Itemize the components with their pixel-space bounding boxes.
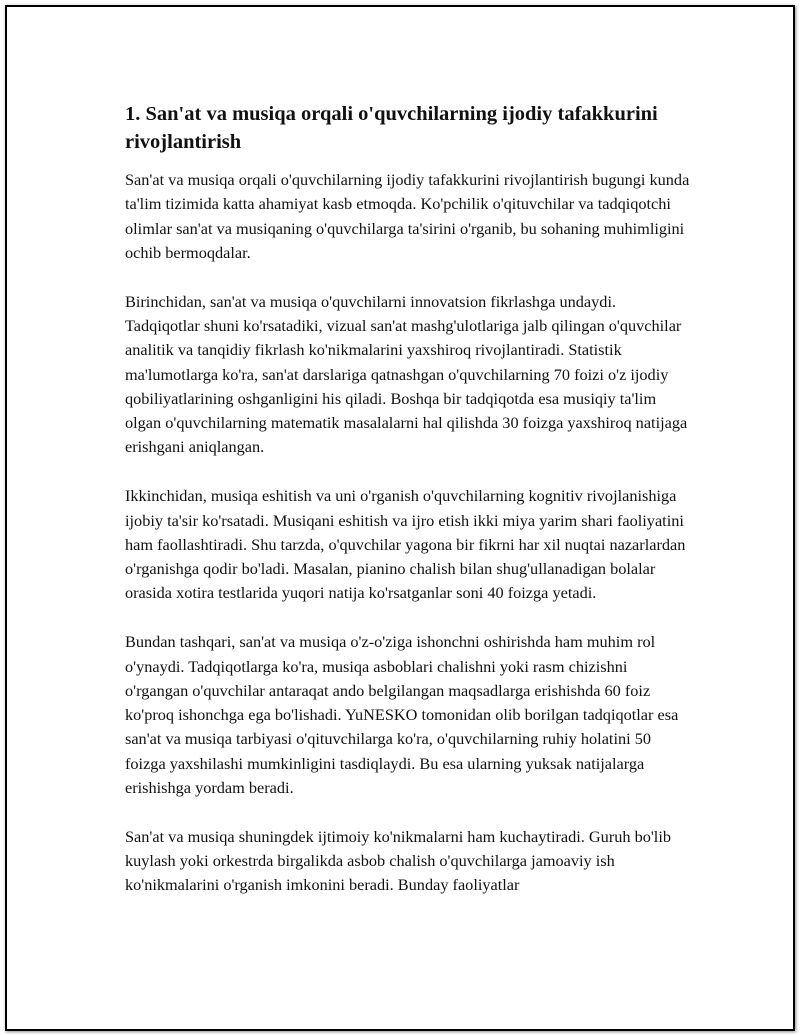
paragraph-3: Ikkinchidan, musiqa eshitish va uni o'rganish o'quvchilarning kognitiv rivojlanishiga ijobiy ta'sir ko'rsatadi. Musiqani eshitish va ijro etish ikki miya yarim shari faoliyatini ham faollashtiradi. Shu tarzda, o'quvchilar yagona bir fikrni har xil nuqtai nazarlardan o'rganishga qodir bo'ladi. Masalan, pianino chalish bilan shug'ullanadigan bolalar orasida xotira testlarida yuqori natija ko'rsatganlar soni 40 foizga yetadi. [125, 486, 686, 603]
paragraph-2: Birinchidan, san'at va musiqa o'quvchilarni innovatsion fikrlashga undaydi. Tadqiqotlar shuni ko'rsatadiki, vizual san'at mashg'ulotlariga jalb qilingan o'quvchilar analitik va tanqidiy fikrlash ko'nikmalarini yaxshiroq rivojlantiradi. Statistik ma'lumotlarga ko'ra, san'at darslariga qatnashgan o'quvchilarning 70 foizi o'z ijodiy qobiliyatlarining oshganligini his qiladi. Boshqa bir tadqiqotda esa musiqiy ta'lim olgan o'quvchilarning matematik masalalarni hal qilishda 30 foizga yaxshiroq natijaga erishgani aniqlangan. [125, 291, 688, 457]
paragraph-5: San'at va musiqa shuningdek ijtimoiy ko'nikmalarni ham kuchaytiradi. Guruh bo'lib kuylash yoki orkestrda birgalikda asbob chalish o'quvchilarga jamoaviy ish ko'nikmalarini o'rganish imkonini beradi. Bunday faoliyatlar [125, 826, 671, 895]
paragraph-1: San'at va musiqa orqali o'quvchilarning ijodiy tafakkurini rivojlantirish bugungi kunda ta'lim tizimida katta ahamiyat kasb etmoqda. Ko'pchilik o'qituvchilar va tadqiqotchi olimlar san'at va musiqaning o'quvchilarga ta'sirini o'rganib, bu sohaning muhimligini ochib bermoqdalar. [125, 170, 690, 262]
paragraph-4: Bundan tashqari, san'at va musiqa o'z-o'ziga ishonchni oshirishda ham muhim rol o'ynaydi. Tadqiqotlarga ko'ra, musiqa asboblari chalishni yoki rasm chizishni o'rgangan o'quvchilar antaraqat ando belgilangan maqsadlarga erishishda 60 foiz ko'proq ishonchga ega bo'lishadi. YuNESKO tomonidan olib borilgan tadqiqotlar esa san'at va musiqa tarbiyasi o'qituvchilarga ko'ra, o'quvchilarning ruhiy holatini 50 foizga yaxshilashi mumkinligini tasdiqlaydi. Bu esa ularning yuksak natijalarga erishishga yordam beradi. [125, 632, 679, 798]
section-heading: 1. San'at va musiqa orqali o'quvchilarning ijodiy tafakkurini rivojlantirish [125, 103, 658, 153]
document-body [125, 100, 693, 922]
document-page [5, 5, 795, 1031]
